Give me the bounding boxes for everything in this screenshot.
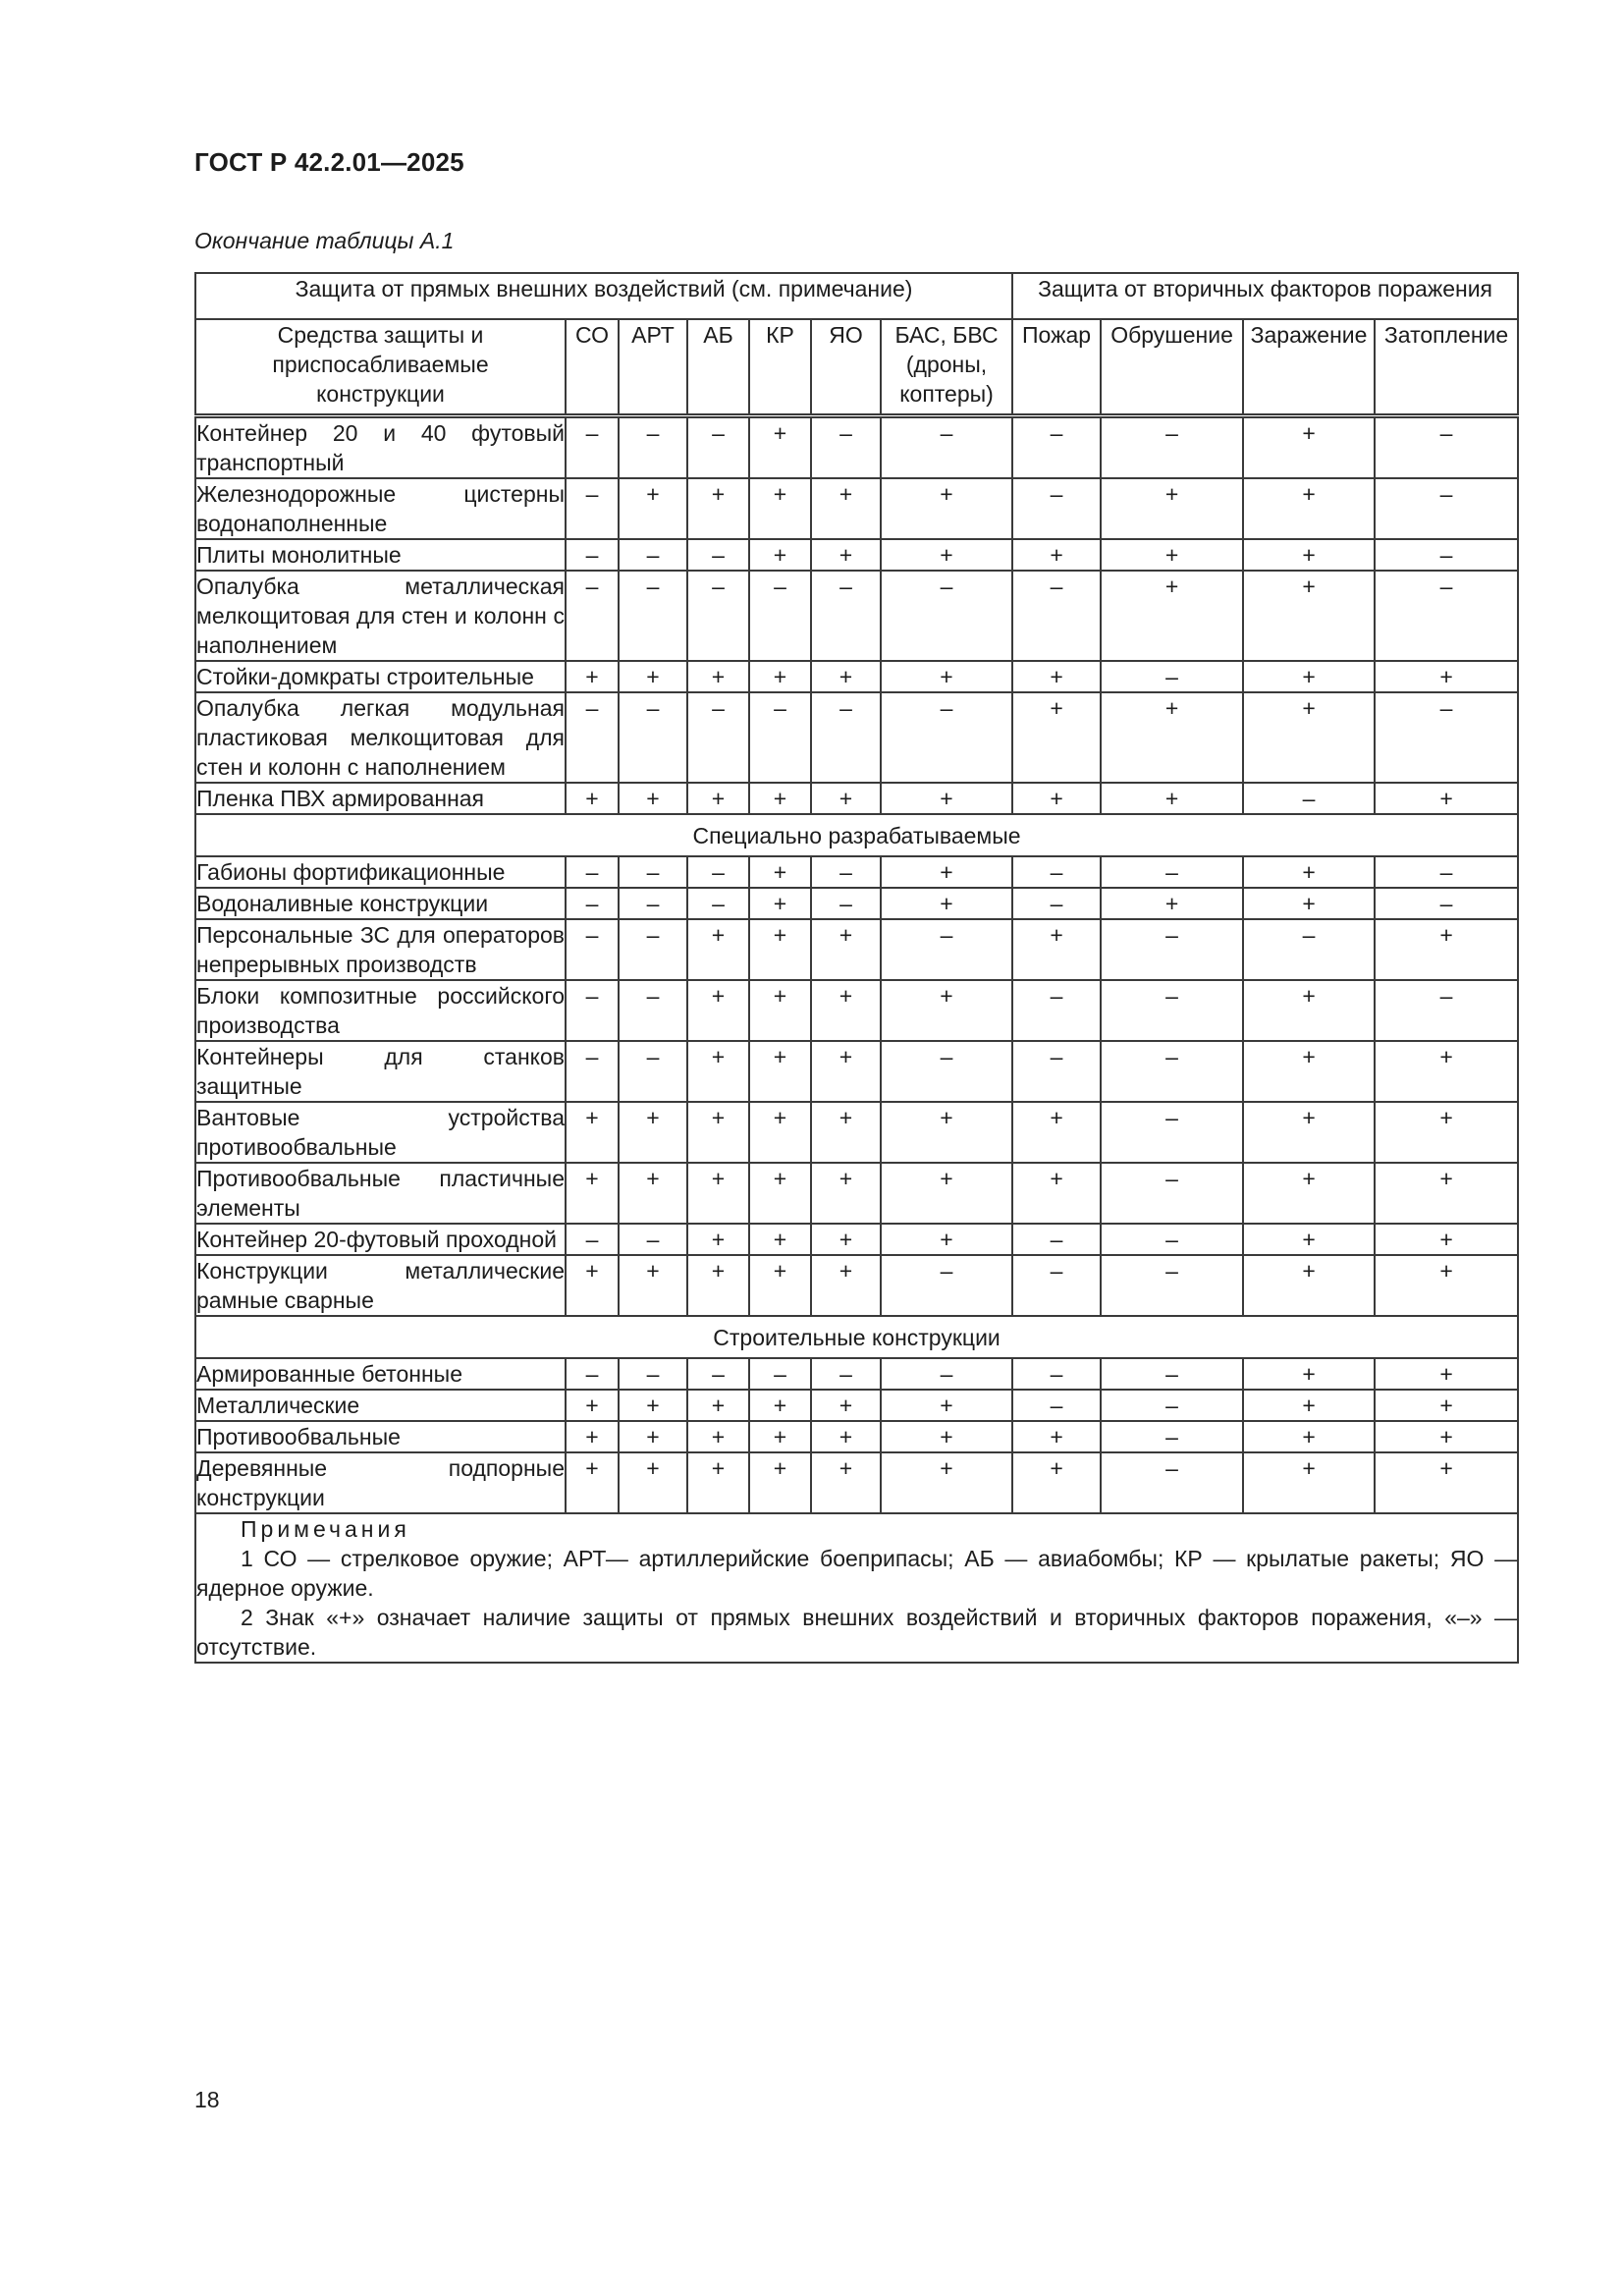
mark-cell: + bbox=[1243, 571, 1375, 661]
table-row bbox=[195, 980, 1518, 1041]
mark-cell: + bbox=[566, 1390, 619, 1421]
row-name: Опалубка легкая модульная пластиковая мелкощитовая для стен и колонн с наполнением bbox=[195, 692, 566, 783]
mark-cell: + bbox=[1243, 1390, 1375, 1421]
mark-cell: – bbox=[1101, 1255, 1243, 1316]
mark-cell: + bbox=[1243, 539, 1375, 571]
section-title: Специально разрабатываемые bbox=[195, 814, 1518, 856]
mark-cell: + bbox=[1375, 783, 1518, 814]
table-row bbox=[195, 1255, 1518, 1316]
mark-cell: + bbox=[1012, 661, 1101, 692]
mark-cell: + bbox=[687, 1224, 749, 1255]
row-name: Пленка ПВХ армированная bbox=[195, 783, 566, 814]
mark-cell: + bbox=[1243, 661, 1375, 692]
mark-cell: + bbox=[811, 1041, 881, 1102]
mark-cell: + bbox=[811, 478, 881, 539]
mark-cell: – bbox=[566, 416, 619, 479]
mark-cell: + bbox=[1243, 1452, 1375, 1513]
mark-cell: – bbox=[1375, 539, 1518, 571]
mark-cell: + bbox=[881, 888, 1012, 919]
notes-cell bbox=[195, 1513, 1518, 1663]
mark-cell: – bbox=[1012, 571, 1101, 661]
mark-cell: + bbox=[749, 980, 811, 1041]
mark-cell: – bbox=[1101, 661, 1243, 692]
column-header-collapse: Обрушение bbox=[1101, 319, 1243, 416]
mark-cell: + bbox=[619, 661, 687, 692]
column-header-flooding: Затопление bbox=[1375, 319, 1518, 416]
mark-cell: + bbox=[811, 1102, 881, 1163]
mark-cell: + bbox=[619, 1390, 687, 1421]
mark-cell: + bbox=[881, 980, 1012, 1041]
mark-cell: + bbox=[811, 1452, 881, 1513]
mark-cell: – bbox=[749, 692, 811, 783]
mark-cell: + bbox=[687, 919, 749, 980]
row-name: Железнодорожные цистерны водонаполненные bbox=[195, 478, 566, 539]
mark-cell: + bbox=[687, 1255, 749, 1316]
mark-cell: – bbox=[1101, 980, 1243, 1041]
mark-cell: – bbox=[566, 539, 619, 571]
row-name: Вантовые устройства противообвальные bbox=[195, 1102, 566, 1163]
mark-cell: + bbox=[1243, 856, 1375, 888]
mark-cell: + bbox=[1012, 1421, 1101, 1452]
mark-cell: + bbox=[1101, 692, 1243, 783]
row-name: Персональные ЗС для операторов непрерывных производств bbox=[195, 919, 566, 980]
mark-cell: + bbox=[619, 1102, 687, 1163]
mark-cell: – bbox=[619, 692, 687, 783]
notes-title: Примечания bbox=[241, 1516, 410, 1542]
mark-cell: + bbox=[1243, 1041, 1375, 1102]
mark-cell: – bbox=[881, 1358, 1012, 1390]
mark-cell: + bbox=[687, 980, 749, 1041]
mark-cell: + bbox=[811, 1224, 881, 1255]
table-row bbox=[195, 1224, 1518, 1255]
mark-cell: + bbox=[1101, 888, 1243, 919]
mark-cell: + bbox=[566, 783, 619, 814]
table-row bbox=[195, 539, 1518, 571]
mark-cell: – bbox=[1101, 1390, 1243, 1421]
mark-cell: + bbox=[1012, 1102, 1101, 1163]
mark-cell: + bbox=[1243, 692, 1375, 783]
mark-cell: – bbox=[619, 571, 687, 661]
column-header-ab: АБ bbox=[687, 319, 749, 416]
mark-cell: – bbox=[566, 980, 619, 1041]
mark-cell: + bbox=[619, 1255, 687, 1316]
mark-cell: – bbox=[687, 571, 749, 661]
mark-cell: + bbox=[811, 1255, 881, 1316]
mark-cell: – bbox=[811, 692, 881, 783]
mark-cell: – bbox=[1101, 1452, 1243, 1513]
column-header-so: СО bbox=[566, 319, 619, 416]
mark-cell: + bbox=[811, 980, 881, 1041]
mark-cell: – bbox=[619, 1358, 687, 1390]
mark-cell: – bbox=[881, 692, 1012, 783]
row-name: Противообвальные bbox=[195, 1421, 566, 1452]
mark-cell: + bbox=[881, 1452, 1012, 1513]
table-row bbox=[195, 661, 1518, 692]
table-row bbox=[195, 1421, 1518, 1452]
mark-cell: + bbox=[811, 1421, 881, 1452]
mark-cell: + bbox=[1375, 1452, 1518, 1513]
mark-cell: – bbox=[1375, 888, 1518, 919]
mark-cell: – bbox=[566, 1358, 619, 1390]
mark-cell: – bbox=[1012, 888, 1101, 919]
mark-cell: – bbox=[619, 919, 687, 980]
mark-cell: – bbox=[1012, 1224, 1101, 1255]
mark-cell: + bbox=[687, 1163, 749, 1224]
mark-cell: – bbox=[1375, 478, 1518, 539]
mark-cell: + bbox=[687, 1421, 749, 1452]
table-row bbox=[195, 1102, 1518, 1163]
mark-cell: + bbox=[619, 783, 687, 814]
mark-cell: – bbox=[687, 856, 749, 888]
mark-cell: – bbox=[1375, 980, 1518, 1041]
mark-cell: – bbox=[566, 692, 619, 783]
page-number: 18 bbox=[194, 2087, 220, 2112]
mark-cell: + bbox=[749, 1041, 811, 1102]
mark-cell: – bbox=[811, 571, 881, 661]
mark-cell: + bbox=[811, 1390, 881, 1421]
mark-cell: + bbox=[749, 1255, 811, 1316]
mark-cell: – bbox=[1375, 416, 1518, 479]
mark-cell: + bbox=[811, 919, 881, 980]
notes-row bbox=[195, 1513, 1518, 1663]
row-name: Водоналивные конструкции bbox=[195, 888, 566, 919]
mark-cell: + bbox=[881, 1102, 1012, 1163]
mark-cell: – bbox=[881, 416, 1012, 479]
mark-cell: + bbox=[1243, 888, 1375, 919]
table-row bbox=[195, 692, 1518, 783]
table-row bbox=[195, 416, 1518, 479]
table-row bbox=[195, 571, 1518, 661]
table-row bbox=[195, 1163, 1518, 1224]
mark-cell: + bbox=[566, 1163, 619, 1224]
mark-cell: + bbox=[749, 1452, 811, 1513]
mark-cell: – bbox=[619, 539, 687, 571]
mark-cell: + bbox=[1101, 478, 1243, 539]
mark-cell: + bbox=[881, 539, 1012, 571]
mark-cell: – bbox=[1375, 856, 1518, 888]
mark-cell: + bbox=[881, 661, 1012, 692]
table-row bbox=[195, 1041, 1518, 1102]
mark-cell: – bbox=[881, 1255, 1012, 1316]
mark-cell: – bbox=[1375, 692, 1518, 783]
table-row bbox=[195, 478, 1518, 539]
mark-cell: – bbox=[1375, 571, 1518, 661]
mark-cell: + bbox=[749, 1421, 811, 1452]
mark-cell: – bbox=[1101, 919, 1243, 980]
mark-cell: + bbox=[566, 1452, 619, 1513]
column-header-yao: ЯО bbox=[811, 319, 881, 416]
table-caption: Окончание таблицы А.1 bbox=[194, 228, 455, 253]
column-header-row bbox=[195, 319, 1518, 416]
mark-cell: + bbox=[1375, 1102, 1518, 1163]
section-title: Строительные конструкции bbox=[195, 1316, 1518, 1358]
mark-cell: + bbox=[881, 856, 1012, 888]
mark-cell: + bbox=[687, 783, 749, 814]
mark-cell: – bbox=[687, 888, 749, 919]
row-name: Стойки-домкраты строительные bbox=[195, 661, 566, 692]
row-name: Блоки композитные российского производства bbox=[195, 980, 566, 1041]
mark-cell: – bbox=[566, 478, 619, 539]
mark-cell: + bbox=[619, 1452, 687, 1513]
row-name: Габионы фортификационные bbox=[195, 856, 566, 888]
mark-cell: – bbox=[749, 1358, 811, 1390]
group-header-secondary: Защита от вторичных факторов поражения bbox=[1012, 273, 1518, 319]
row-name: Контейнеры для станков защитные bbox=[195, 1041, 566, 1102]
mark-cell: + bbox=[1012, 1163, 1101, 1224]
mark-cell: – bbox=[1012, 1041, 1101, 1102]
group-header-row bbox=[195, 273, 1518, 319]
mark-cell: + bbox=[1375, 1421, 1518, 1452]
row-name: Конструкции металлические рамные сварные bbox=[195, 1255, 566, 1316]
row-name: Армированные бетонные bbox=[195, 1358, 566, 1390]
row-name: Противообвальные пластичные элементы bbox=[195, 1163, 566, 1224]
column-header-art: АРТ bbox=[619, 319, 687, 416]
mark-cell: + bbox=[1243, 1163, 1375, 1224]
column-header-kr: КР bbox=[749, 319, 811, 416]
mark-cell: – bbox=[811, 1358, 881, 1390]
section-row bbox=[195, 1316, 1518, 1358]
mark-cell: – bbox=[687, 692, 749, 783]
mark-cell: – bbox=[1101, 416, 1243, 479]
mark-cell: + bbox=[687, 1390, 749, 1421]
mark-cell: + bbox=[1243, 416, 1375, 479]
mark-cell: – bbox=[881, 571, 1012, 661]
mark-cell: + bbox=[1243, 1102, 1375, 1163]
mark-cell: + bbox=[749, 1224, 811, 1255]
row-name: Контейнер 20-футовый проходной bbox=[195, 1224, 566, 1255]
mark-cell: + bbox=[749, 478, 811, 539]
table-row bbox=[195, 1452, 1518, 1513]
mark-cell: – bbox=[619, 856, 687, 888]
table-body bbox=[195, 273, 1518, 1663]
mark-cell: + bbox=[1375, 1255, 1518, 1316]
mark-cell: – bbox=[687, 1358, 749, 1390]
mark-cell: + bbox=[566, 1102, 619, 1163]
mark-cell: + bbox=[687, 661, 749, 692]
column-header-name: Средства защиты и приспосабливаемые конструкции bbox=[195, 319, 566, 416]
mark-cell: + bbox=[1375, 1390, 1518, 1421]
mark-cell: + bbox=[749, 856, 811, 888]
mark-cell: + bbox=[881, 1163, 1012, 1224]
mark-cell: + bbox=[1375, 1224, 1518, 1255]
row-name: Плиты монолитные bbox=[195, 539, 566, 571]
mark-cell: + bbox=[687, 478, 749, 539]
mark-cell: – bbox=[881, 1041, 1012, 1102]
mark-cell: – bbox=[1101, 856, 1243, 888]
mark-cell: – bbox=[811, 888, 881, 919]
section-row bbox=[195, 814, 1518, 856]
mark-cell: – bbox=[566, 1224, 619, 1255]
mark-cell: + bbox=[1243, 1255, 1375, 1316]
mark-cell: – bbox=[749, 571, 811, 661]
mark-cell: + bbox=[811, 783, 881, 814]
mark-cell: – bbox=[619, 416, 687, 479]
mark-cell: + bbox=[749, 416, 811, 479]
mark-cell: – bbox=[1012, 478, 1101, 539]
mark-cell: – bbox=[1101, 1421, 1243, 1452]
mark-cell: + bbox=[566, 1421, 619, 1452]
mark-cell: + bbox=[1012, 1452, 1101, 1513]
mark-cell: + bbox=[1375, 1163, 1518, 1224]
mark-cell: + bbox=[1243, 478, 1375, 539]
mark-cell: + bbox=[749, 1163, 811, 1224]
mark-cell: – bbox=[566, 1041, 619, 1102]
mark-cell: + bbox=[881, 1224, 1012, 1255]
mark-cell: – bbox=[1012, 416, 1101, 479]
mark-cell: – bbox=[881, 919, 1012, 980]
mark-cell: + bbox=[1375, 919, 1518, 980]
table-row bbox=[195, 919, 1518, 980]
column-header-contamination: Заражение bbox=[1243, 319, 1375, 416]
mark-cell: + bbox=[566, 1255, 619, 1316]
mark-cell: + bbox=[687, 1041, 749, 1102]
mark-cell: – bbox=[619, 1224, 687, 1255]
table-row bbox=[195, 1390, 1518, 1421]
mark-cell: + bbox=[1243, 980, 1375, 1041]
mark-cell: + bbox=[687, 1102, 749, 1163]
mark-cell: + bbox=[749, 539, 811, 571]
table-row bbox=[195, 888, 1518, 919]
mark-cell: – bbox=[1101, 1358, 1243, 1390]
document-title: ГОСТ Р 42.2.01—2025 bbox=[194, 147, 464, 177]
table-row bbox=[195, 856, 1518, 888]
mark-cell: – bbox=[1101, 1102, 1243, 1163]
mark-cell: – bbox=[1101, 1041, 1243, 1102]
mark-cell: + bbox=[749, 1390, 811, 1421]
mark-cell: + bbox=[1012, 783, 1101, 814]
mark-cell: + bbox=[566, 661, 619, 692]
mark-cell: + bbox=[749, 1102, 811, 1163]
note-item: 2 Знак «+» означает наличие защиты от прямых внешних воздействий и вторичных факторов поражения, «–» — отсутствие. bbox=[196, 1605, 1518, 1660]
mark-cell: + bbox=[1012, 919, 1101, 980]
mark-cell: + bbox=[749, 888, 811, 919]
mark-cell: + bbox=[749, 919, 811, 980]
mark-cell: – bbox=[811, 856, 881, 888]
mark-cell: + bbox=[749, 783, 811, 814]
mark-cell: – bbox=[1101, 1163, 1243, 1224]
mark-cell: – bbox=[619, 888, 687, 919]
mark-cell: + bbox=[1375, 661, 1518, 692]
mark-cell: + bbox=[687, 1452, 749, 1513]
mark-cell: – bbox=[619, 1041, 687, 1102]
mark-cell: + bbox=[619, 1163, 687, 1224]
mark-cell: + bbox=[1012, 539, 1101, 571]
mark-cell: + bbox=[1101, 783, 1243, 814]
mark-cell: – bbox=[1243, 919, 1375, 980]
mark-cell: + bbox=[811, 1163, 881, 1224]
mark-cell: – bbox=[566, 856, 619, 888]
mark-cell: + bbox=[1012, 692, 1101, 783]
mark-cell: + bbox=[1101, 571, 1243, 661]
mark-cell: – bbox=[1012, 856, 1101, 888]
mark-cell: + bbox=[881, 783, 1012, 814]
mark-cell: – bbox=[566, 919, 619, 980]
mark-cell: – bbox=[566, 888, 619, 919]
mark-cell: + bbox=[881, 1421, 1012, 1452]
mark-cell: – bbox=[619, 980, 687, 1041]
table-row bbox=[195, 1358, 1518, 1390]
protection-table bbox=[194, 272, 1519, 1664]
mark-cell: + bbox=[811, 661, 881, 692]
mark-cell: – bbox=[687, 539, 749, 571]
mark-cell: – bbox=[1012, 1390, 1101, 1421]
mark-cell: + bbox=[619, 1421, 687, 1452]
mark-cell: + bbox=[619, 478, 687, 539]
mark-cell: + bbox=[811, 539, 881, 571]
mark-cell: + bbox=[1243, 1421, 1375, 1452]
group-header-direct: Защита от прямых внешних воздействий (см. примечание) bbox=[195, 273, 1012, 319]
mark-cell: + bbox=[1243, 1224, 1375, 1255]
column-header-fire: Пожар bbox=[1012, 319, 1101, 416]
mark-cell: – bbox=[566, 571, 619, 661]
mark-cell: – bbox=[1012, 1358, 1101, 1390]
mark-cell: – bbox=[811, 416, 881, 479]
row-name: Деревянные подпорные конструкции bbox=[195, 1452, 566, 1513]
row-name: Металлические bbox=[195, 1390, 566, 1421]
mark-cell: – bbox=[1012, 1255, 1101, 1316]
mark-cell: + bbox=[1375, 1358, 1518, 1390]
row-name: Контейнер 20 и 40 футовый транспортный bbox=[195, 416, 566, 479]
mark-cell: + bbox=[881, 1390, 1012, 1421]
row-name: Опалубка металлическая мелкощитовая для стен и колонн с наполнением bbox=[195, 571, 566, 661]
mark-cell: + bbox=[1375, 1041, 1518, 1102]
table-row bbox=[195, 783, 1518, 814]
mark-cell: + bbox=[1243, 1358, 1375, 1390]
mark-cell: – bbox=[1243, 783, 1375, 814]
mark-cell: + bbox=[881, 478, 1012, 539]
mark-cell: – bbox=[1012, 980, 1101, 1041]
mark-cell: – bbox=[687, 416, 749, 479]
note-item: 1 СО — стрелковое оружие; АРТ— артиллерийские боеприпасы; АБ — авиабомбы; КР — крылатые ракеты; ЯО — ядерное оружие. bbox=[196, 1546, 1518, 1601]
mark-cell: – bbox=[1101, 1224, 1243, 1255]
mark-cell: + bbox=[1101, 539, 1243, 571]
column-header-bas: БАС, БВС (дроны, коптеры) bbox=[881, 319, 1012, 416]
mark-cell: + bbox=[749, 661, 811, 692]
